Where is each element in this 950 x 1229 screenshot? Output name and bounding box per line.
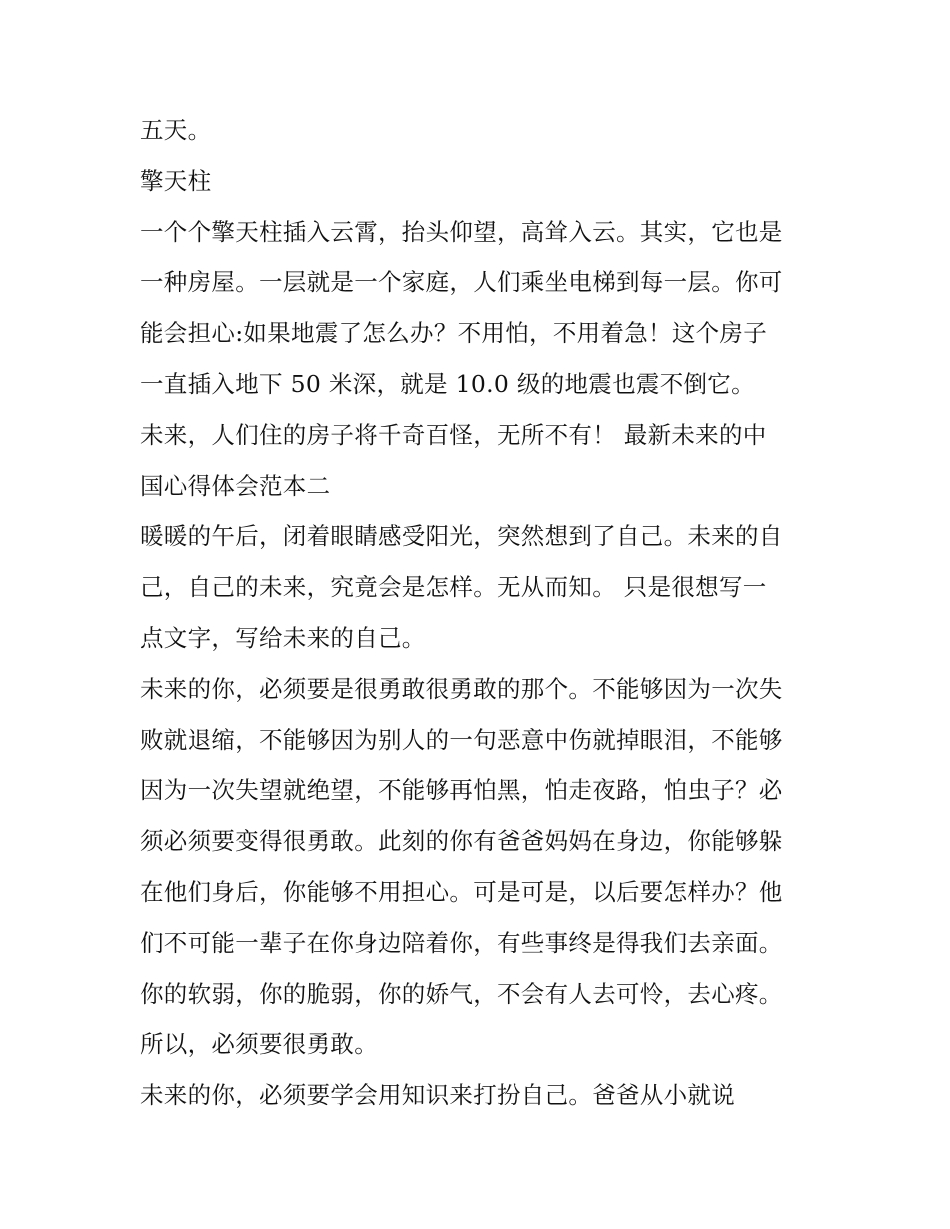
text-line: 未来的你，必须要学会用知识来打扮自己。爸爸从小就说 [140,1081,735,1110]
text-line: 未来，人们住的房子将千奇百怪，无所不有！ 最新未来的中 [140,420,767,449]
text-line: 五天。 [140,116,212,144]
section-heading: 擎天柱 [140,166,212,195]
text-line: 一个个擎天柱插入云霄，抬头仰望，高耸入云。其实，它也是 [140,217,783,246]
document-body [140,105,820,1121]
text-line: 一直插入地下 50 米深，就是 10.0 级的地震也震不倒它。 [140,369,755,398]
text-line: 在他们身后，你能够不用担心。可是可是，以后要怎样办？他 [140,877,783,906]
text-line: 因为一次失望就绝望，不能够再怕黑，怕走夜路，怕虫子？必 [140,776,783,805]
text-line: 须必须要变得很勇敢。此刻的你有爸爸妈妈在身边，你能够躲 [140,827,783,856]
text-line: 未来的你，必须要是很勇敢很勇敢的那个。不能够因为一次失 [140,674,783,703]
text-line: 暖暖的午后，闭着眼睛感受阳光，突然想到了自己。未来的自 [140,522,783,551]
text-line: 们不可能一辈子在你身边陪着你，有些事终是得我们去亲面。 [140,928,783,957]
text-line: 你的软弱，你的脆弱，你的娇气，不会有人去可怜，去心疼。 [140,979,783,1008]
text-line: 能会担心:如果地震了怎么办？不用怕，不用着急！这个房子 [140,319,768,348]
text-line: 国心得体会范本二 [140,471,331,500]
text-line: 一种房屋。一层就是一个家庭，人们乘坐电梯到每一层。你可 [140,268,783,297]
text-line: 所以，必须要很勇敢。 [140,1030,378,1059]
text-line: 败就退缩，不能够因为别人的一句恶意中伤就掉眼泪，不能够 [140,725,783,754]
text-line: 点文字，写给未来的自己。 [140,623,426,652]
text-line: 己，自己的未来，究竟会是怎样。无从而知。 只是很想写一 [140,573,767,602]
